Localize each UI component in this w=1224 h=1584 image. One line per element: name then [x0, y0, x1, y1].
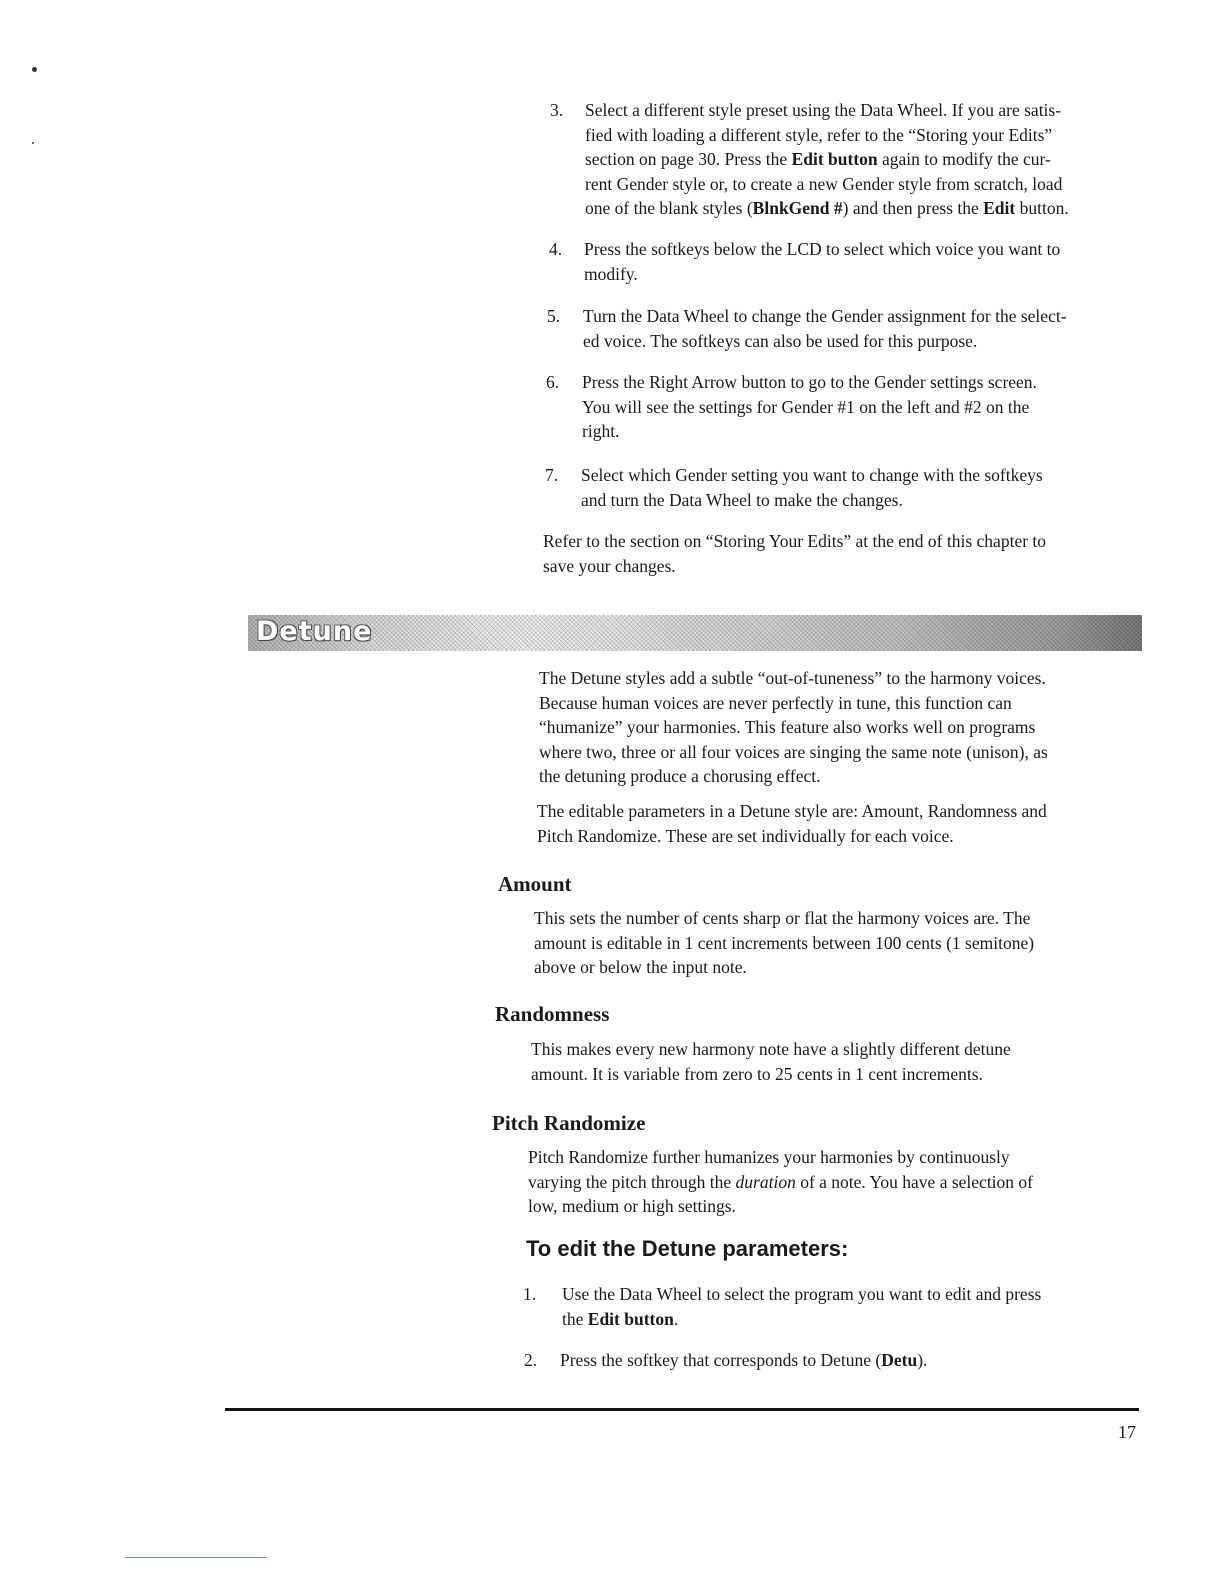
text-line: This makes every new harmony note have a slightly different detune — [531, 1039, 1011, 1059]
pitch-randomize-paragraph — [528, 1145, 1033, 1219]
text-line: You will see the settings for Gender #1 on the left and #2 on the — [582, 396, 1030, 417]
text-line: Turn the Data Wheel to change the Gender assignment for the select- — [583, 306, 1067, 326]
text-line: right. — [582, 421, 620, 441]
text-line: low, medium or high settings. — [528, 1196, 736, 1216]
text-line: fied with loading a different style, refer to the “Storing your Edits” — [585, 124, 1053, 145]
pitch-randomize-heading: Pitch Randomize — [492, 1111, 646, 1135]
step-number: 4. — [549, 239, 563, 259]
text-line: where two, three or all four voices are singing the same note (unison), as — [539, 741, 1048, 762]
text-line: This sets the number of cents sharp or flat the harmony voices are. The — [534, 908, 1031, 928]
detune-params-paragraph — [537, 799, 1047, 848]
text-line: rent Gender style or, to create a new Gender style from scratch, load — [585, 173, 1063, 194]
step-number: 7. — [545, 465, 559, 485]
text-line: Because human voices are never perfectly in tune, this function can — [539, 692, 1012, 713]
text-line: Select a different style preset using the Data Wheel. If you are satis- — [585, 100, 1062, 120]
section-banner — [248, 615, 1142, 651]
section-title: Detune — [256, 616, 373, 647]
text-line: ed voice. The softkeys can also be used for this purpose. — [583, 330, 978, 351]
text-line: above or below the input note. — [534, 957, 747, 977]
scan-edge-line — [125, 1557, 267, 1558]
text-line: amount. It is variable from zero to 25 cents in 1 cent increments. — [531, 1063, 983, 1084]
text-line: and turn the Data Wheel to make the changes. — [581, 489, 903, 510]
text-line: Refer to the section on “Storing Your Edits” at the end of this chapter to — [543, 531, 1047, 551]
step-text — [585, 98, 1069, 221]
text-line: one of the blank styles (BlnkGend #) and then press the Edit button. — [585, 198, 1069, 218]
text-line: “humanize” your harmonies. This feature also works well on programs — [539, 717, 1036, 737]
step-number: 5. — [547, 306, 561, 326]
step-number: 2. — [524, 1350, 538, 1370]
text-line: Pitch Randomize. These are set individually for each voice. — [537, 825, 954, 846]
randomness-paragraph — [531, 1037, 1011, 1086]
text-line: Pitch Randomize further humanizes your harmonies by continuously — [528, 1147, 1010, 1167]
text-line: Use the Data Wheel to select the program you want to edit and press — [562, 1284, 1042, 1304]
text-line: Press the softkeys below the LCD to select which voice you want to — [584, 239, 1061, 259]
text-line: the Edit button. — [562, 1308, 679, 1329]
amount-heading: Amount — [498, 872, 572, 896]
step-text — [582, 370, 1037, 444]
randomness-heading: Randomness — [495, 1002, 610, 1026]
text-line: Press the softkey that corresponds to Detune (Detu). — [560, 1350, 928, 1370]
scan-speck — [32, 67, 37, 72]
footer-rule — [225, 1408, 1139, 1411]
detune-intro-paragraph — [539, 666, 1048, 789]
text-line: varying the pitch through the duration of a note. You have a selection of — [528, 1171, 1033, 1192]
text-line: Select which Gender setting you want to change with the softkeys — [581, 465, 1043, 485]
text-line: amount is editable in 1 cent increments between 100 cents (1 semitone) — [534, 932, 1035, 953]
scan-speck — [32, 142, 34, 144]
procedure-heading: To edit the Detune parameters: — [526, 1236, 849, 1261]
step-text — [583, 304, 1067, 353]
text-line: the detuning produce a chorusing effect. — [539, 766, 821, 786]
text-line: The editable parameters in a Detune style are: Amount, Randomness and — [537, 801, 1047, 821]
text-line: save your changes. — [543, 555, 676, 576]
text-line: section on page 30. Press the Edit button again to modify the cur- — [585, 149, 1051, 169]
text-line: modify. — [584, 263, 638, 284]
step-text — [581, 463, 1043, 512]
text-line: Press the Right Arrow button to go to the Gender settings screen. — [582, 372, 1037, 392]
text-line: The Detune styles add a subtle “out-of-tuneness” to the harmony voices. — [539, 668, 1046, 688]
step-number: 3. — [550, 100, 564, 120]
page-number: 17 — [1118, 1422, 1136, 1442]
step-number: 6. — [546, 372, 560, 392]
amount-paragraph — [534, 906, 1034, 980]
step-number: 1. — [523, 1284, 537, 1304]
refer-paragraph — [543, 529, 1046, 578]
step-text — [584, 237, 1060, 286]
step-text — [562, 1282, 1041, 1331]
step-text — [560, 1348, 927, 1373]
